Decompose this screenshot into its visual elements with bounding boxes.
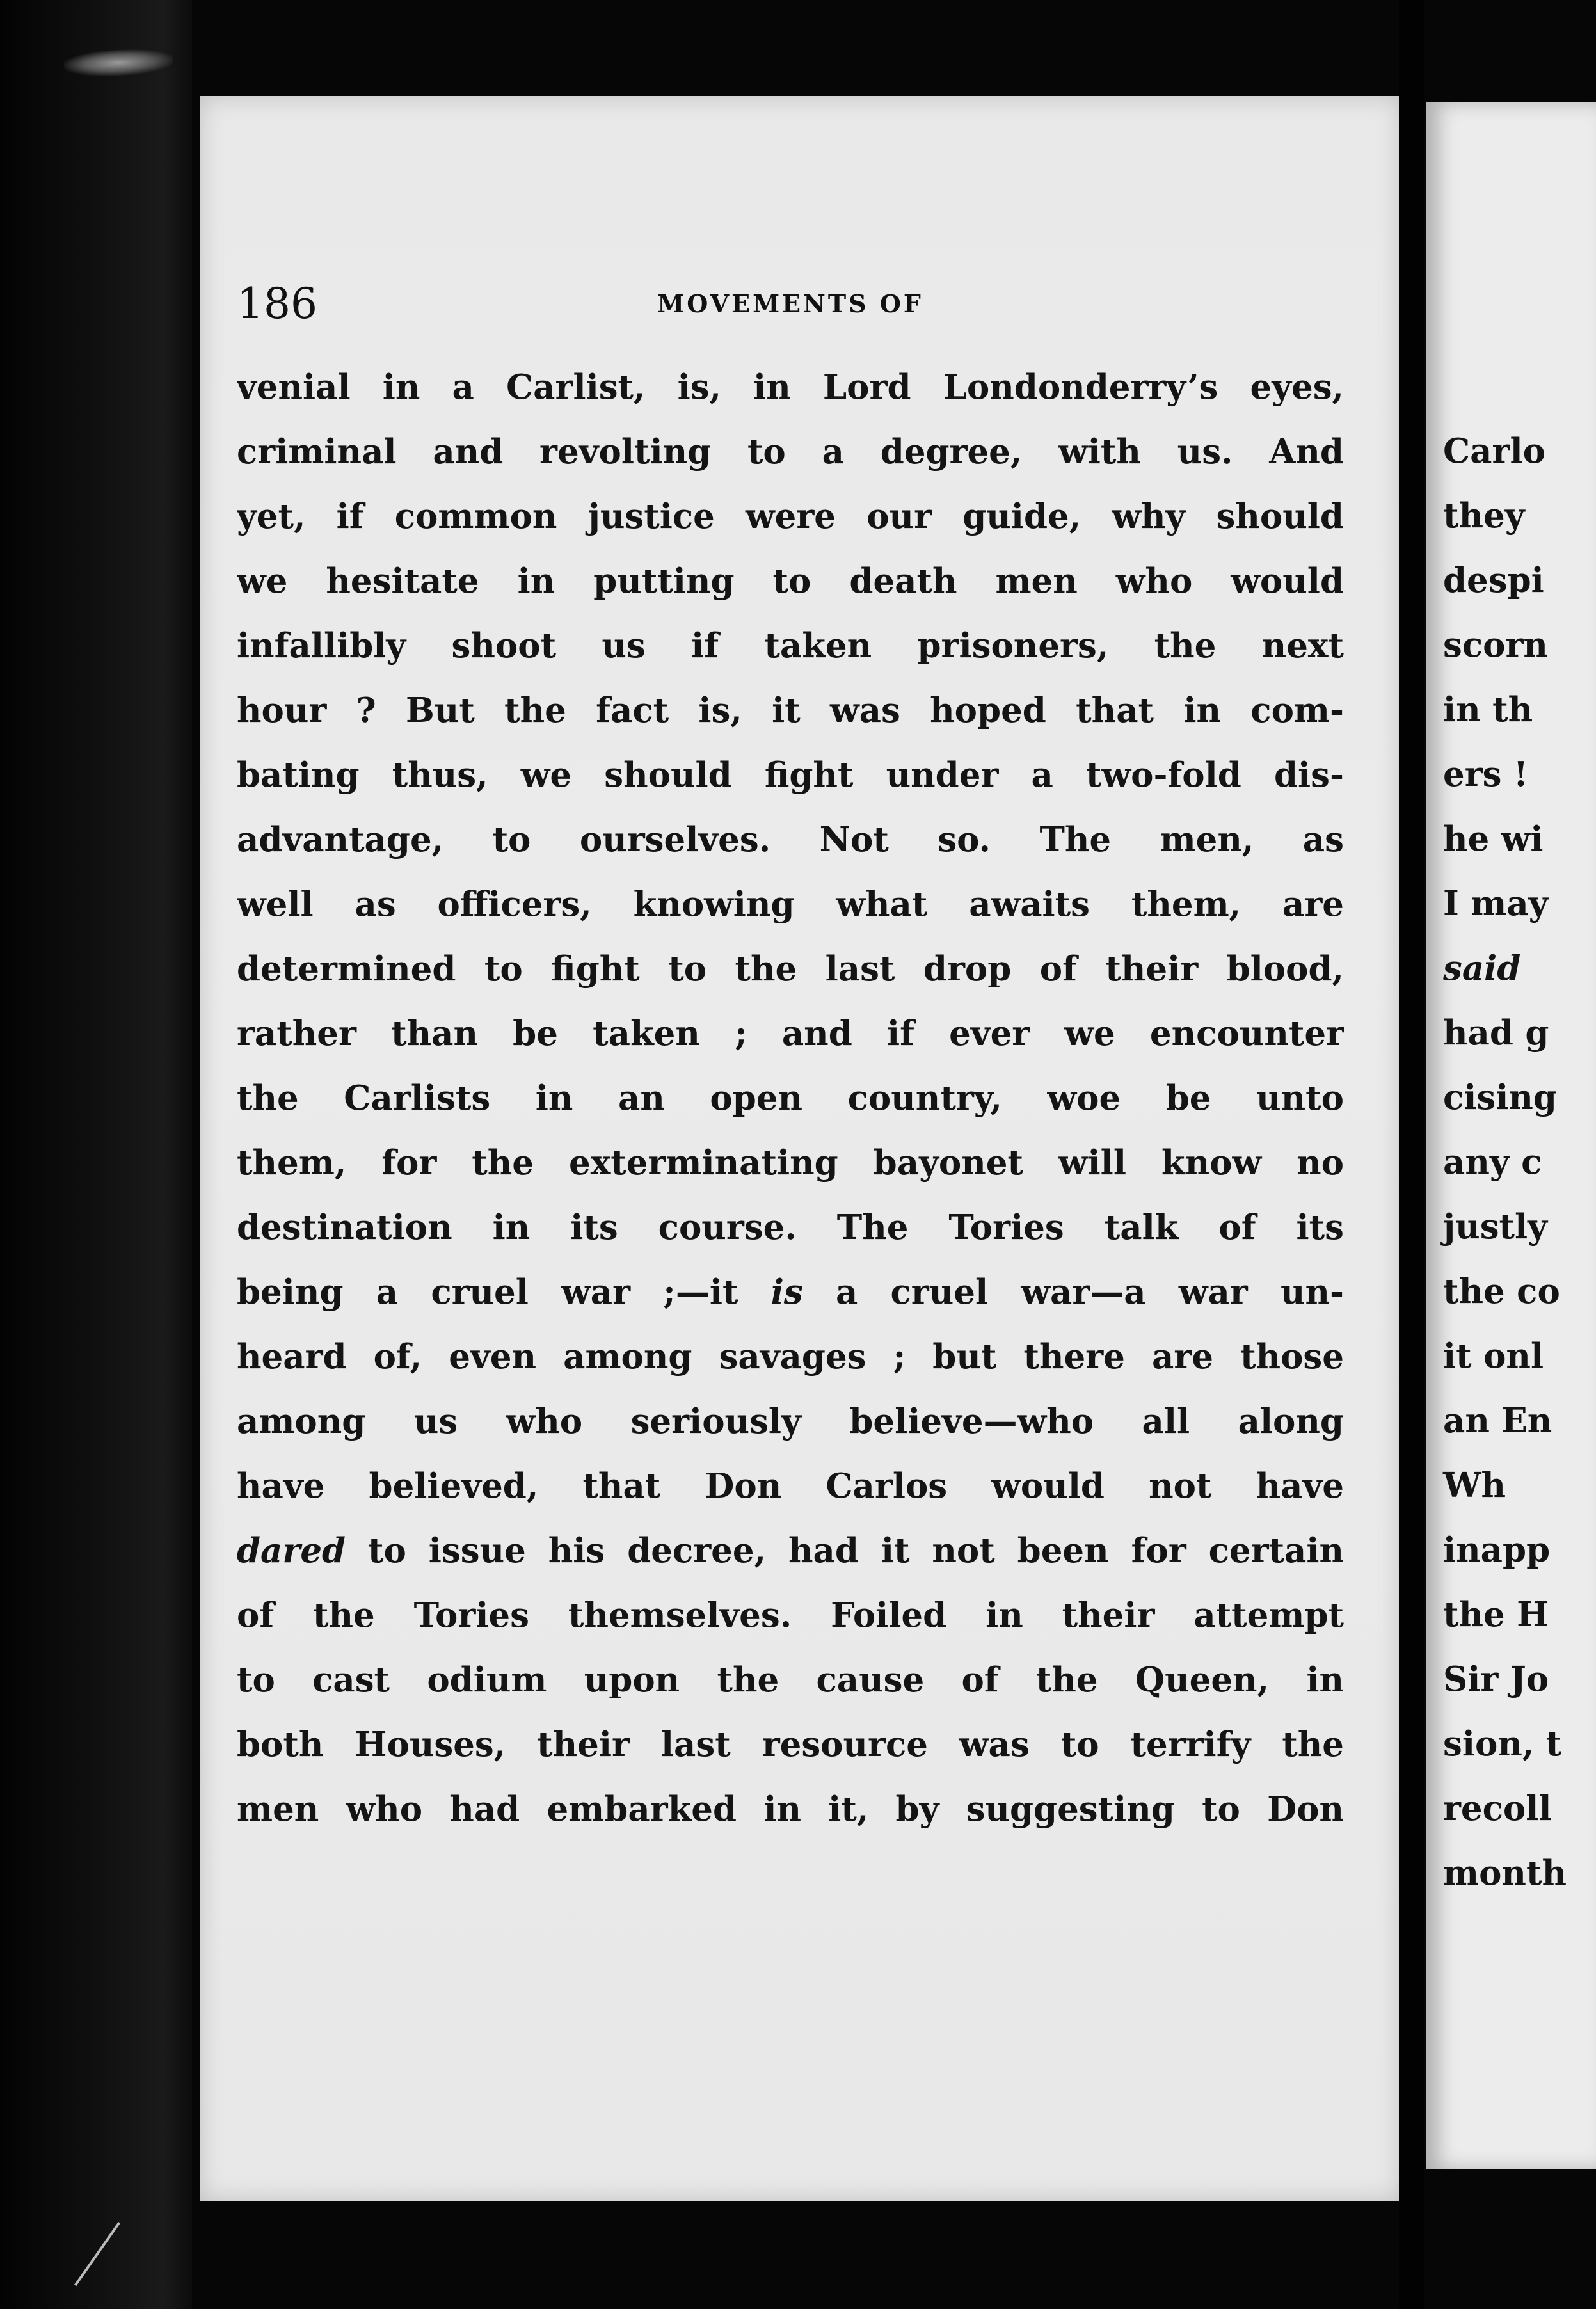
- text-line: bating thus, we should fight under a two-fold dis-: [237, 755, 1344, 795]
- next-page-line: ers !: [1443, 755, 1529, 794]
- text-line: hour ? But the fact is, it was hoped that in com-: [237, 691, 1344, 730]
- next-page-line: had g: [1443, 1013, 1549, 1053]
- text-line: criminal and revolting to a degree, with us. And: [237, 432, 1344, 472]
- next-page-line: month: [1443, 1853, 1567, 1893]
- next-page-line: in th: [1443, 690, 1533, 730]
- next-page-line: any c: [1443, 1142, 1542, 1182]
- book-gutter: [1399, 0, 1424, 2309]
- text-line: venial in a Carlist, is, in Lord Londonderry’s eyes,: [237, 367, 1344, 407]
- italic-word: is: [770, 1272, 803, 1312]
- text-segment: being a cruel war ;—it: [237, 1272, 738, 1312]
- next-page-line: Carlo: [1443, 431, 1545, 471]
- text-line: well as officers, knowing what awaits them, are: [237, 884, 1344, 924]
- text-line: both Houses, their last resource was to terrify the: [237, 1725, 1344, 1764]
- text-line: advantage, to ourselves. Not so. The men, as: [237, 820, 1344, 859]
- text-line: infallibly shoot us if taken prisoners, the next: [237, 626, 1344, 666]
- text-line: have believed, that Don Carlos would not have: [237, 1466, 1344, 1506]
- next-page-line: scorn: [1443, 625, 1548, 665]
- text-line: [237, 1260, 1344, 1325]
- next-page-line: it onl: [1443, 1336, 1544, 1376]
- next-page-line: the co: [1443, 1272, 1560, 1311]
- running-title: MOVEMENTS OF: [657, 289, 923, 318]
- text-line: heard of, even among savages ; but there are those: [237, 1337, 1344, 1377]
- body-text: [237, 355, 1344, 1842]
- book-edge-shadow: [0, 0, 192, 2309]
- next-page-line: Sir Jo: [1443, 1659, 1549, 1699]
- text-line: men who had embarked in it, by suggesting to Don: [237, 1789, 1344, 1829]
- next-page-line: an En: [1443, 1401, 1552, 1441]
- text-segment: to issue his decree, had it not been for certain: [368, 1531, 1344, 1570]
- next-page-line: despi: [1443, 561, 1544, 600]
- page-number: 186: [237, 279, 317, 328]
- next-page-line: cising: [1443, 1078, 1557, 1117]
- text-line: to cast odium upon the cause of the Queen, in: [237, 1660, 1344, 1700]
- page-header: [237, 275, 1344, 333]
- next-page-line: justly: [1443, 1207, 1547, 1247]
- text-line: rather than be taken ; and if ever we encounter: [237, 1014, 1344, 1053]
- text-line: the Carlists in an open country, woe be unto: [237, 1078, 1344, 1118]
- text-segment: a cruel war—a war un-: [835, 1272, 1344, 1312]
- next-page-line: the H: [1443, 1595, 1549, 1634]
- text-line: destination in its course. The Tories talk of its: [237, 1208, 1344, 1247]
- next-page-line: I may: [1443, 884, 1549, 923]
- italic-word: dared: [237, 1531, 346, 1570]
- text-line: determined to fight to the last drop of their blood,: [237, 949, 1344, 989]
- text-line: we hesitate in putting to death men who would: [237, 561, 1344, 601]
- text-line: yet, if common justice were our guide, why should: [237, 497, 1344, 536]
- next-page-line: he wi: [1443, 819, 1544, 859]
- next-page-line: said: [1443, 948, 1521, 988]
- next-page-line: sion, t: [1443, 1724, 1562, 1764]
- next-page-text: [1443, 419, 1596, 1906]
- next-page-line: they: [1443, 496, 1525, 536]
- next-page-line: recoll: [1443, 1789, 1552, 1828]
- text-line: of the Tories themselves. Foiled in their attempt: [237, 1595, 1344, 1635]
- text-line: among us who seriously believe—who all along: [237, 1402, 1344, 1441]
- next-page-line: inapp: [1443, 1530, 1551, 1570]
- next-page-line: Wh: [1443, 1466, 1506, 1505]
- text-line: [237, 1519, 1344, 1583]
- text-line: them, for the exterminating bayonet will know no: [237, 1143, 1344, 1183]
